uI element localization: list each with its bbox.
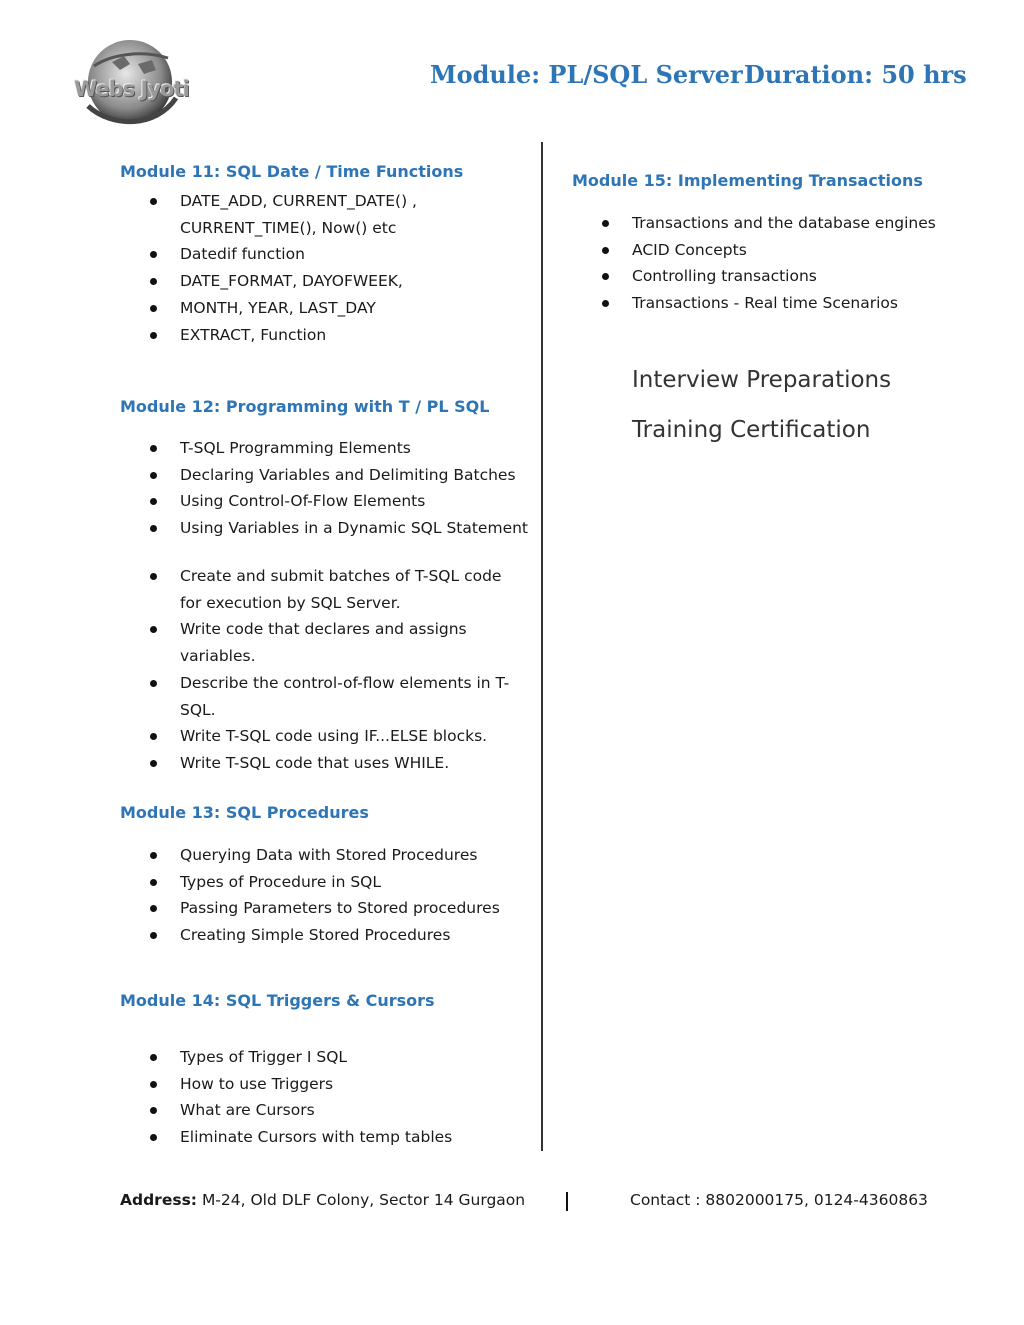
list-item: EXTRACT, Function [120,322,520,349]
training-certification: Training Certification [632,417,871,443]
list-item: ACID Concepts [572,237,992,264]
list-item: Creating Simple Stored Procedures [120,922,540,949]
address-label: Address: [120,1191,197,1209]
address-text: M-24, Old DLF Colony, Sector 14 Gurgaon [201,1191,526,1209]
list-item: Transactions - Real time Scenarios [572,290,992,317]
list-item: Types of Trigger I SQL [120,1044,540,1071]
footer-contact: Contact : 8802000175, 0124-4360863 [630,1191,928,1209]
module-13-heading: Module 13: SQL Procedures [120,803,369,822]
module-12-objectives-list [120,563,520,777]
list-item: How to use Triggers [120,1071,540,1098]
list-item: Write T-SQL code that uses WHILE. [120,750,520,777]
list-item: DATE_FORMAT, DAYOFWEEK, [120,268,520,295]
module-15-list [572,210,992,317]
list-item: DATE_ADD, CURRENT_DATE() , CURRENT_TIME(), Now() etc [120,188,520,241]
list-item: Controlling transactions [572,263,992,290]
module-13-list [120,842,540,949]
list-item: What are Cursors [120,1097,540,1124]
module-11-heading: Module 11: SQL Date / Time Functions [120,162,464,181]
list-item: Passing Parameters to Stored procedures [120,895,540,922]
module-14-heading: Module 14: SQL Triggers & Cursors [120,991,435,1010]
list-item: Using Control-Of-Flow Elements [120,488,540,515]
list-item: Create and submit batches of T-SQL code for execution by SQL Server. [120,563,520,616]
list-item: Eliminate Cursors with temp tables [120,1124,540,1151]
interview-preparations: Interview Preparations [632,367,892,393]
list-item: T-SQL Programming Elements [120,435,540,462]
duration-label: Duration: 50 hrs [744,60,967,89]
list-item: MONTH, YEAR, LAST_DAY [120,295,520,322]
module-title: Module: PL/SQL Server [430,60,743,89]
list-item: Describe the control-of-flow elements in T-SQL. [120,670,520,723]
footer-address [120,1191,525,1209]
list-item: Querying Data with Stored Procedures [120,842,540,869]
list-item: Types of Procedure in SQL [120,869,540,896]
module-15-heading: Module 15: Implementing Transactions [572,171,923,190]
module-12-list [120,435,540,542]
logo-wordmark: Webs Jyoti [74,77,189,101]
list-item: Datedif function [120,241,520,268]
list-item: Using Variables in a Dynamic SQL Statement [120,515,540,542]
module-14-list [120,1044,540,1151]
list-item: Declaring Variables and Delimiting Batches [120,462,540,489]
list-item: Write code that declares and assigns variables. [120,616,520,669]
company-logo [72,36,189,132]
list-item: Write T-SQL code using IF...ELSE blocks. [120,723,520,750]
column-divider [541,142,543,1151]
module-11-list [120,188,520,348]
footer-separator [566,1192,568,1211]
module-12-heading: Module 12: Programming with T / PL SQL [120,397,490,416]
list-item: Transactions and the database engines [572,210,992,237]
